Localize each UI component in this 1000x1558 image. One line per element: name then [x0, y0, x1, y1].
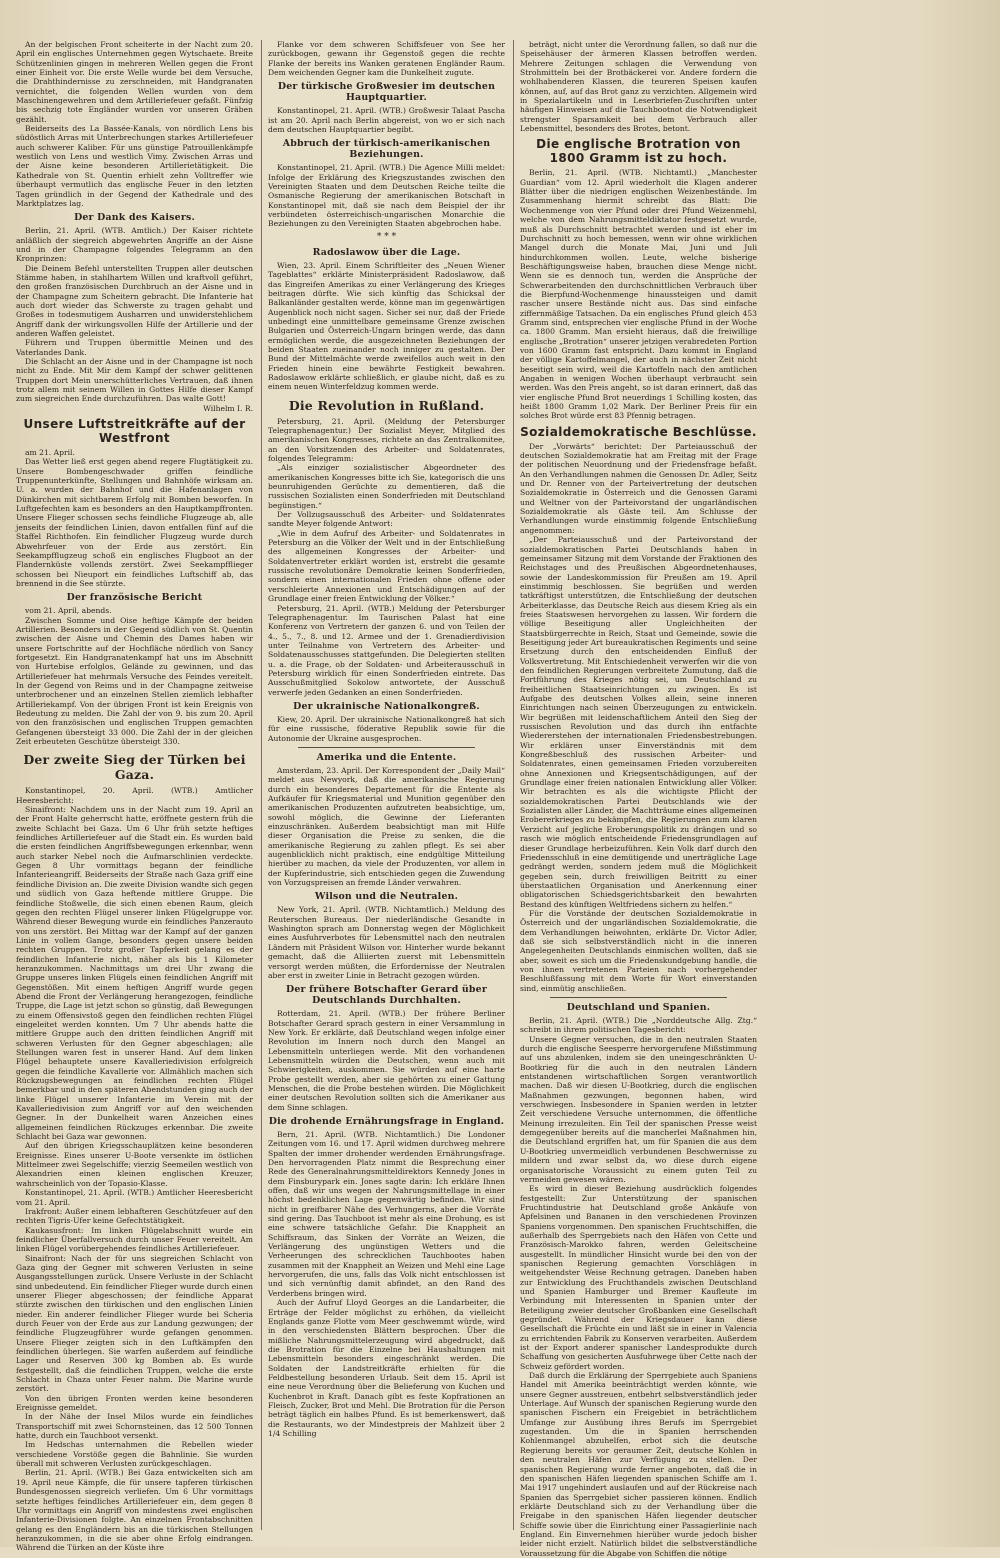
article-headline: Der türkische Großwesier im deutschen Hauptquartier.: [277, 81, 496, 104]
article-paragraph: Unsere Gegner versuchen, die in den neutralen Staaten durch die englische Seesperre hervorgerufene Mißstimmung auf uns abzulenken, indem sie den uneingeschränkten U-Bootkrieg für die auch in den neutralen Ländern entstandenen wirtschaftlichen Sorgen verantwortlich machen. Daß wir diesen U-Bootkrieg, durch die englischen Maßnahmen gezwungen, begonnen haben, wird verschwiegen. Insbesondere in Spanien werden in letzter Zeit verschiedene Versuche unternommen, die öffentliche Meinung irrezuleiten. Ein Teil der spanischen Presse weist demgegenüber bereits auf die mancherlei Maßnahmen hin, die Deutschland ergriffen hat, um für Spanien die aus dem U-Bootkrieg unvermeidlich verbundenen Beschwernisse zu mildern und zwar selbst da, wo diese durch eigene organisatorische Voraussicht zu einem guten Teil zu vermeiden gewesen wären.: [520, 1034, 757, 1184]
article-paragraph: Amsterdam, 23. April. Der Korrespondent der „Daily Mail“ meldet aus Newyork, daß die amerikanische Regierung durch ein besonderes Departement für die Entente als Aufkäufer für Kriegsmaterial und Munition gegenüber den amerikanischen Produzenten aufzutreten beabsichtige, um, sowohl möglich, die Gewinne der Lieferanten einzuschränken. Außerdem beabsichtigt man mit Hilfe dieser Organisation die Preise zu senken, die die amerikanische Regierung zu zahlen pflegt. Es sei aber augenblicklich nicht praktisch, eine endgültige Mitteilung hierüber zu machen, da viele der Produzenten, vor allem in der Kupferindustrie, sich entschieden gegen die Zuwendung von Vorzugspreisen an fremde Länder verwahren.: [268, 765, 505, 888]
article-paragraph: Beiderseits des La Bassée-Kanals, von nördlich Lens bis südöstlich Arras mit Unterbrechungen starkes Artilleriefeuer auch schwerer Kaliber. Für uns günstige Patrouillenkämpfe westlich von Lens und westlich Vimy. Zwischen Arras und der Aisne keine besonderen Artillerietätigkeit. Die Kathedrale von St. Quentin erhielt zehn Volltreffer wie überhaupt vermutlich das englische Feuer in den letzten Tagen gründlich in der Gegend der Kathedrale und des Marktplatzes lag.: [16, 124, 253, 208]
article-paragraph: Konstantinopel, 21. April. (WTB.) Großwesir Talaat Pascha ist am 20. April nach Berlin abgereist, von wo er sich nach dem deutschen Hauptquartier begibt.: [268, 106, 505, 135]
article-paragraph: Berlin, 21. April. (WTB.) Bei Gaza entwickelten sich am 19. April neue Kämpfe, die für unsere tapferen türkischen Bundesgenossen siegreich verliefen. Um 6 Uhr vormittags setzte heftiges feindliches Artilleriefeuer ein, dem gegen 8 Uhr vormittags ein Angriff von mindestens zwei englischen Infanterie-Divisionen folgte. An einzelnen Frontabschnitten gelang es den Engländern bis an die türkischen Stellungen heranzukommen, in die sie aber ohne Erfolg eindrangen. Während die Türken an der Küste ihre: [16, 1468, 253, 1553]
article-paragraph: Auf den übrigen Kriegsschauplätzen keine besonderen Ereignisse. Eines unserer U-Boote versenkte im östlichen Mittelmeer zwei Segelschiffe; vierzig Seemeilen westlich von Alexandrien einen kleinen englischen Kreuzer, wahrscheinlich von der Topasio-Klasse.: [16, 1141, 253, 1188]
article-headline: Der französische Bericht: [66, 592, 203, 604]
article-paragraph: Konstantinopel, 20. April. (WTB.) Amtlicher Heeresbericht:: [16, 786, 253, 805]
article-paragraph: An der belgischen Front scheiterte in der Nacht zum 20. April ein englisches Unternehmen gegen Wytschaete. Breite Schützenlinien gingen in mehreren Wellen gegen die Front einer Einheit vor. Die erste Welle wurde bei dem Versuche, die Drahthindernisse zu zerschneiden, mit Handgranaten vernichtet, die folgenden Wellen wurden von dem Maschinengewehren und dem Artilleriefeuer gefaßt. Fünfzig bis sechzig tote Engländer wurden vor unseren Gräben gezählt.: [16, 40, 253, 124]
article-paragraph: Sinaifront: Nachdem uns in der Nacht zum 19. April an der Front Halte geherrscht hatte, eröffnete gestern früh die zweite Schlacht bei Gaza. Um 6 Uhr früh setzte heftiges feindliches Artilleriefeuer auf die Stadt ein. Es wurden bald die ersten feindlichen Angriffsbewegungen erkennbar, wenn auch starker Nebel noch die Aufmarschlinien verdeckte. Gegen 8 Uhr vormittags begann der feindliche Infanterieangriff. Beiderseits der Straße nach Gaza griff eine feindliche Division an. Die zweite Division wandte sich gegen und südlich von Gaza heftende mittlere Gruppe. Die feindliche Stoßwelle, die sich einen ebenen Raum, gleich gegen den rechten Flügel unserer linken Flügelgruppe vor. Während dieser Bewegung wurde ein feindliches Panzerauto von uns zerstört. Bei Mittag war der Kampf auf der ganzen Linie in vollem Gange, besonders gegen unsere beiden rechten Gruppen. Trotz großer Tapferkeit gelang es der feindlichen Infanterie nicht, näher als bis 1 Kilometer heranzukommen. Nachmittags um drei Uhr zwang die Gruppe unseres linken Flügels einen feindlichen Angriff mit Gegenstößen. Mit einem heftigen Angriff wurde gegen Abend die Front der Verlängerung herangezogen, feindliche Truppe, die Lage ist jetzt schon so günstig, daß Bewegungen zu einem Offensivstoß gegen den feindlichen rechten Flügel eingeleitet werden konnten. Um 7 Uhr abends hatte die mittlere Gruppe auch den dritten feindlichen Angriff mit schweren Verlusten für den Gegner abgeschlagen; alle Stellungen waren fest in unserer Hand. Auf dem linken Flügel behauptete unsere Kavalleriedivision erfolgreich gegen die feindliche Kavallerie vor. Allmählich machen sich Rückzugsbewegungen an feindlichen rechten Flügel bemerkbar und in den späteren Abendstunden ging auch der linke Flügel unserer Infanterie im Verein mit der Kavalleriedivision zum Angriff vor auf den weichenden Gegner. In der Dunkelheit waren Anzeichen eines allgemeinen feindlichen Rückzuges erkennbar. Die zweite Schlacht bei Gaza war gewonnen.: [16, 805, 253, 1142]
article-headline: Die Revolution in Rußland.: [288, 397, 485, 413]
signature-line: Wilhelm I. R.: [203, 403, 253, 413]
article-paragraph: vom 21. April, abends.: [25, 606, 112, 616]
article-paragraph: Auch der Aufruf Lloyd Georges an die Landarbeiter, die Erträge der Felder möglichst zu erhöhen, da vielleicht Englands ganze Flotte vom Meer geschwemmt würde, wird in den verschiedensten Blättern besprochen. Über die mißliche Nahrungsmittelerzeugung wird abgedruckt, daß die Brotration für die Einzelne bei Haushaltungen mit Lebensmitteln besonders eingeschränkt werden. Die Soldaten der Landstreitkräfte erhielten für die Feldbestellung besonderen Urlaub. Seit dem 15. April ist eine neue Verordnung über die Belieferung von Kuchen und Kuchenbrot in Kraft. Danach gibt es feste Kopfrationen an Fleisch, Zucker, Brot und Mehl. Die Brotration für die Person beträgt täglich ein halbes Pfund. Es ist bemerkenswert, daß die Restaurants, wo der Mindestpreis der Mahlzeit über 2 1/4 Schilling: [268, 1298, 505, 1438]
article-paragraph: Die Deinem Befehl unterstellten Truppen aller deutschen Stämme haben, in stahlhartem Willen und kraftvoll geführt, den großen französischen Durchbruch an der Aisne und in der Champagne zum Scheitern gebracht. Die Infanterie hat auch dort wieder das Schwerste zu tragen gehabt und Großes in todesmutigem Ausharren und unwiderstehlichem Angriff dank der wirkungsvollen Hilfe der Artillerie und der anderen Waffen geleistet.: [16, 263, 253, 338]
article-paragraph: Im Hedschas unternahmen die Rebellen wieder verschiedene Vorstöße gegen die Bahnlinie. Sie wurden überall mit schweren Verlusten zurückgeschlagen.: [16, 1440, 253, 1469]
article-paragraph: Bern, 21. April. (WTB. Nichtamtlich.) Die Londoner Zeitungen vom 16. und 17. April widmen durchweg mehrere Spalten der immer drohender werdenden Ernährungsfrage. Den hervorragenden Platz nimmt die Besprechung einer Rede des Generalnahrungsmitteldirektors Kennedy Jones in dem Finsburypark ein. Jones sagte darin: Ich erkläre Ihnen offen, daß wir uns wegen der Nahrungsmittellage in einer höchst bedenklichen Lage gegenwärtig befinden. Wir sind nicht in greifbarer Nähe des Verhungerns, aber die Vorräte sind gering. Das Tauchboot ist mehr als eine Drohung, es ist eine schwere tatsächliche Gefahr. Die Knappheit an Schiffsraum, das Sinken der Vorräte an Weizen, die Verlängerung des ungünstigen Wetters und die Verheerungen des schrecklichen Tauchbootes haben zusammen mit der Knappheit an Weizen und Mehl eine Lage hervorgerufen, die uns, falls das Volk nicht entschlossen ist und sich vernünftig damit abfindet, an den Rand des Verderbens bringen wird.: [268, 1129, 505, 1298]
article-paragraph: In der Nähe der Insel Milos wurde ein feindliches Transportschiff mit zwei Schornsteinen, das 12 500 Tonnen hatte, durch ein Tauchboot versenkt.: [16, 1412, 253, 1441]
article-paragraph: Der „Vorwärts“ berichtet: Der Parteiausschuß der deutschen Sozialdemokratie hat am Freitag mit der Frage der politischen Neuordnung und der Friedensfrage befaßt. An den Verhandlungen nahmen die Genossen Dr. Adler, Seitz und Dr. Renner von der Parteivertretung der deutschen Sozialdemokratie in Österreich und die Genossen Garami und Weltner von der Parteivorstand der ungarländischen Sozialdemokratie als Gäste teil. Am Schlusse der Verhandlungen wurde einstimmig folgende Entschließung angenommen:: [520, 441, 757, 535]
article-paragraph: Petersburg, 21. April. (WTB.) Meldung der Petersburger Telegraphenagentur. Im Taurischen Palast hat eine Konferenz von Vertretern der ganzen 6. und von Teilen der 4., 5., 7., 8. und 12. Armee und der 1. Grenadierdivision unter Teilnahme von Vertretern des Arbeiter- und Soldatenausschusses stattgefunden. Die Delegierten stellten u. a. die Frage, ob der Soldaten- und Arbeiterausschuß in Petersburg wirklich für einen Sonderfrieden eintrete. Das Ausschußmitglied Sokolow antwortete, der Ausschuß verwerfe jeden Gedanken an einen Sonderfrieden.: [268, 603, 505, 697]
article-headline: Deutschland und Spanien.: [566, 1002, 711, 1013]
article-paragraph: Für die Vorstände der deutschen Sozialdemokratie in Österreich und der ungarländischen Sozialdemokratie, die dem Verhandlungen beiwohnten, erklärte Dr. Victor Adler, daß sie sich selbstverständlich nicht in die inneren Angelegenheiten Deutschlands einmischen wollten, daß sie aber, soweit es sich um die Friedenskundgebung handle, die von ihnen vertretenen Parteien nach vorhergehender Beschlußfassung mit dem Worte für Wort einverstanden sind, einmütig anschließen.: [520, 908, 757, 993]
article-paragraph: „Als einziger sozialistischer Abgeordneter des amerikanischen Kongresses bitte ich Sie, kategorisch die uns beunruhigenden Gerüchte zu dementieren, daß die russischen Sozialisten einen Sonderfrieden mit Deutschland begünstigen.“: [268, 463, 505, 510]
column-1: [16, 40, 253, 1553]
article-headline: Amerika und die Entente.: [316, 751, 457, 763]
divider-rule: [550, 997, 727, 998]
article-headline: Die englische Brotration von 1800 Gramm ist zu hoch.: [536, 137, 741, 166]
article-paragraph: Die Schlacht an der Aisne und in der Champagne ist noch nicht zu Ende. Mit Mir dem Kampf der schwer gelittenen Truppen dort Mein unerschütterliches Vertrauen, daß ihnen trotz allem mit seinem Willen in Gottes Hilfe dieser Kampf zum siegreichen Ende durchzuführen. Das walte Gott!: [16, 357, 253, 404]
article-paragraph: Konstantinopel, 21. April. (WTB.) Amtlicher Heeresbericht vom 21. April.: [16, 1188, 253, 1207]
article-headline: Der Dank des Kaisers.: [74, 212, 195, 224]
article-headline: Der zweite Sieg der Türken bei Gaza.: [23, 752, 246, 783]
article-paragraph: Zwischen Somme und Oise heftige Kämpfe der beiden Artillerien. Besonders in der Gegend südlich von St. Quentin zwischen der Aisne und Chemin des Dames haben wir unsere Fortschritte auf der Hochfläche nördlich von Sancy fortgesetzt. Ein Handgranatenkampf hat uns im Abschnitt von Hurtebise erfolglos, Gelände zu gewinnen, und das Artilleriefeuer hat mehrmals Versuche des Feindes vereitelt. In der Gegend von Reims und in der Champagne zeitweise unterbrochener und an einzelnen Stellen ziemlich lebhafter Artilleriekampf. Von der übrigen Front ist kein Ereignis von Bedeutung zu melden. Die Zahl der von 9. bis zum 20. April von den französischen und englischen Truppen gemachten Gefangenen übersteigt 33 000. Die Zahl der in der gleichen Zeit erbeuteten Geschütze übersteigt 330.: [16, 615, 253, 747]
article-paragraph: Führern und Truppen übermittle Meinen und des Vaterlandes Dank.: [16, 338, 253, 357]
article-headline: Unsere Luftstreitkräfte auf der Westfront: [23, 417, 246, 446]
article-paragraph: Daß durch die Erklärung der Sperrgebiete auch Spaniens Handel mit Amerika beeinträchtigt werden könnte, wie unsere Gegner ausstreuen, entbehrt selbstverständlich jeder Unterlage. Auf Wunsch der spanischen Regierung wurde den spanischen Fischern ein Freigebiet in beträchtlichem Umfange zur Ausübung ihres Berufs im Sperrgebiet zugestanden. Um die in Spanien herrschenden Kohlenmangel abzuhelfen, erbot sich die deutsche Regierung bereits vor geraumer Zeit, deutsche Kohlen in den neutralen Häfen zur Verfügung zu stellen. Der spanischen Regierung wurde ferner angeboten, daß die in den spanischen Häfen liegenden spanischen Schiffe am 1. Mai 1917 ungehindert auslaufen und auf der Rückreise nach Spanien das Sperrgebiet sicher passieren können. Endlich erklärte Deutschland sich zu der Verhandlung über die Freigabe in den spanischen Häfen liegender deutscher Schiffe sowie über die Einrichtung einer Passagierlinie nach England. Ein Einvernehmen hierüber wurde jedoch bisher leider nicht erzielt. Natürlich bildet die selbstverständliche Voraussetzung für die Abgabe von Schiffen die nötige: [520, 1371, 757, 1558]
article-headline: Sozialdemokratische Beschlüsse.: [520, 424, 757, 439]
article-paragraph: beträgt, nicht unter die Verordnung fallen, so daß nur die Speisehäuser der ärmeren Klassen betroffen werden. Mehrere Zeitungen schlagen die Verwendung von Strohmitteln bei der Brotbäckerei vor. Andere fordern die wohlhabenderen Klassen, die teureren Speisen kaufen können, auf, auf das Brot ganz zu verzichten. Allgemein wird in Spezialartikeln und in Leserbriefen-Zuschriften unter häufigen Hinweisen auf die Tauchbootnot die Notwendigkeit strengster Sparsamkeit bei dem Verbrauch aller Lebensmittel, besonders des Brotes, betont.: [520, 40, 757, 134]
article-headline: Der frühere Botschafter Gerard über Deutschlands Durchhalten.: [286, 984, 487, 1007]
article-paragraph: Sinaifront: Nach der für uns siegreichen Schlacht von Gaza ging der Gegner mit schweren Verlusten in seine Ausgangsstellungen zurück. Unsere Verluste in der Schlacht sind unbedeutend. Ein feindlicher Flieger wurde durch einen unserer Flieger abgeschossen; der feindliche Apparat stürzte zwischen den türkischen und den englischen Linien nieder. Ein anderer feindlicher Flieger wurde bei Scheria durch Feuer von der Erde aus zur Landung gezwungen; der feindliche Flugzeugführer wurde gefangen genommen. Unsere Flieger zeigten sich in den Luftkämpfen den feindlichen überlegen. Sie warfen außerdem auf feindliche Lager und Reserven 300 kg Bomben ab. Es wurde festgestellt, daß die feindlichen Truppen, welche die erste Schlacht in Chaza unter Feuer nahm. Die Marine wurde zerstört.: [16, 1253, 253, 1394]
article-paragraph: „Der Parteiausschuß und der Parteivorstand der sozialdemokratischen Partei Deutschlands haben in gemeinsamer Sitzung mit dem Vorstande der Fraktionen des Reichstages und des Preußischen Abgeordnetenhauses, sowie der Landeskommission für Preußen am 19. April einstimmig beschlossen. Sie begrüßen und werden tatkräftigst unterstützen, die Entschließung der deutschen Arbeiterklasse, das Deutsche Reich aus diesem Krieg als ein freies Staatswesen hervorgehen zu lassen. Wir fordern die völlige Beseitigung aller Ungleichheiten der Staatsbürgerrechte in Reich, Staat und Gemeinde, sowie die Beseitigung jeder Art bureaukratischen Regiments und seine Ersetzung durch den entscheidenden Einfluß der Volksvertretung. Mit Entschiedenheit verwerfen wir die von den feindlichen Regierungen verbreitete Zumutung, daß die Fortführung des Krieges nötig sei, um Deutschland zu freiheitlichen Staatseinrichtungen zu zwingen. Es ist Aufgabe des deutschen Volkes allein, seine inneren Einrichtungen nach seinen Überzeugungen zu entwickeln. Wir begrüßen mit leidenschaftlichem Anteil den Sieg der russischen Revolution und das durch ihn entfachte Wiedererstehen der internationalen Friedensbestrebungen. Wir erklären unser Einverständnis mit dem Kongreßbeschluß des russischen Arbeiter- und Soldatenrates, einen gemeinsamen Frieden vorzubereiten ohne Annexionen und Kriegsentschädigungen, auf der Grundlage einer freien nationalen Entwicklung aller Völker. Wir betrachten es als die wichtigste Pflicht der sozialdemokratischen Partei Deutschlands wie der Sozialisten aller Länder, die Machtträume eines allgemeinen Erobererkrieges zu bekämpfen, die Regierungen zum klaren Verzicht auf jegliche Eroberungspolitik zu drängen und so rasch wie möglich entscheidende Friedensgrundlagen auf dieser Grundlage herbeizuführen. Kein Volk darf durch den Friedensschluß in eine demütigende und unerträgliche Lage gedrängt werden, sondern jedem muß die Möglichkeit gegeben sein, durch freiwilligen Beitritt zu einer überstaatlichen Organisation und Anerkennung einer obligatorischen Schiedsgerichtsbarkeit den bewahrten Bestand des künftigen Weltfriedens sichern zu helfen.“: [520, 535, 757, 909]
text-columns: [12, 40, 988, 1558]
article-paragraph: Berlin, 21. April. (WTB. Amtlich.) Der Kaiser richtete anläßlich der siegreich abgewehrten Angriffe an der Aisne und in der Champagne folgendes Telegramm an den Kronprinzen:: [16, 226, 253, 264]
section-separator: * * *: [376, 231, 397, 242]
article-paragraph: Irakfront: Außer einem lebhafteren Geschützfeuer auf den rechten Tigris-Ufer keine Gefechtstätigkeit.: [16, 1206, 253, 1226]
article-paragraph: Berlin, 21. April. (WTB.) Die „Norddeutsche Allg. Ztg.“ schreibt in ihrem politischen Tagesbericht:: [520, 1016, 757, 1035]
article-headline: Radoslawow über die Lage.: [312, 246, 461, 258]
article-paragraph: Rotterdam, 21. April. (WTB.) Der frühere Berliner Botschafter Gerard sprach gestern in einer Versammlung in New York. Er erklärte, daß Deutschland wegen infolge einer Revolution im Innern noch durch den Mangel an Lebensmitteln unterliegen werde. Mit den vorhandenen Lebensmitteln würden die Deutschen, wenn auch mit Schwierigkeiten, auskommen. Sie würden auf eine harte Probe gestellt werden, aber sie gehörten zu einer Gattung Menschen, die die Probe bestehen würden. Die Möglichkeit einer deutschen Revolution sollten sich die Amerikaner aus dem Sinne schlagen.: [268, 1009, 505, 1112]
article-headline: Der ukrainische Nationalkongreß.: [293, 700, 480, 712]
article-paragraph: Von den übrigen Fronten werden keine besonderen Ereignisse gemeldet.: [16, 1393, 253, 1413]
article-paragraph: Wien, 23. April. Einem Schriftleiter des „Neuen Wiener Tageblattes“ erklärte Ministerpräsident Radoslawow, daß das Eingreifen Amerikas zu einer Verlängerung des Krieges beitragen dürfte. Wie sich künftig das Schicksal der Balkanländer gestalten werde, könne man im gegenwärtigen Augenblick noch nicht sagen. Sicher sei nur, daß der Friede unbedingt eine unmittelbare gemeinsame Grenze zwischen Bulgarien und Österreich-Ungarn bringen werde, das dann ermöglichen werde, die ausgezeichneten Beziehungen der beiden Staaten zueinander noch inniger zu gestalten. Der Bund der Mittelmächte werde zweifellos auch weit in den Frieden hinein eine bewährte Festigkeit bewahren. Radoslawow erklärte schließlich, er glaube nicht, daß es zu einem neuen Winterfeldzug kommen werde.: [268, 260, 505, 392]
article-paragraph: Konstantinopel, 21. April. (WTB.) Die Agence Milli meldet: Infolge der Erklärung des Kriegszustandes zwischen den Vereinigten Staaten und dem Deutschen Reiche teilte die Osmanische Regierung der amerikanischen Botschaft in Konstantinopel mit, daß sie nach dem Beispiel der ihr verbündeten österreichisch-ungarischen Monarchie die Beziehungen zu den Vereinigten Staaten abgebrochen habe.: [268, 163, 505, 229]
article-headline: Abbruch der türkisch-amerikanischen Beziehungen.: [282, 138, 491, 161]
article-paragraph: „Wie in dem Aufruf des Arbeiter- und Soldatenrates in Petersburg an die Völker der Welt und in der Entschließung des allgemeinen Kongresses der Arbeiter- und Soldatenvertreter erklärt worden ist, erstrebt die gesamte russische revolutionäre Demokratie keinen Sonderfrieden, sondern einen internationalen Frieden ohne offene oder verschleierte Annexionen und Entschädigungen auf der Grundlage einer freien Entwicklung der Völker.“: [268, 528, 505, 604]
article-paragraph: Kaukasusfront: Im linken Flügelabschnitt wurde ein feindlicher Überfallversuch durch unser Feuer vereitelt. Am linken Flügel vorübergehendes feindliches Artilleriefeuer.: [16, 1225, 253, 1254]
article-paragraph: New York, 21. April. (WTB. Nichtamtlich.) Meldung des Reuterschen Bureaus. Der niederländische Gesandte in Washington sprach am Donnerstag wegen der Möglichkeit eines Ausfuhrverbotes für Lebensmittel nach den neutralen Ländern mit Präsident Wilson vor. Hinterher wurde bekannt gemacht, daß die Alliierten zuerst mit Lebensmitteln versorgt werden müßten, die Erfordernisse der Neutralen aber erst in zweiter Linie in Betracht gezogen würden.: [268, 905, 505, 980]
column-3: [513, 40, 757, 1558]
article-paragraph: Kiew, 20. April. Der ukrainische Nationalkongreß hat sich für eine russische, föderative Republik sowie für die Autonomie der Ukraine ausgesprochen.: [268, 714, 505, 743]
article-headline: Die drohende Ernährungsfrage in England.: [268, 1115, 505, 1127]
article-paragraph: Das Wetter ließ erst gegen abend regere Flugtätigkeit zu. Unsere Bombengeschwader griffen feindliche Truppenunterkünfte, Stellungen und Bahnhöfe wirksam an. U. a. wurden der Bahnhof und die Hafenanlagen von Dünkirchen mit sichtbarem Erfolg mit Bomben beworfen. In Luftgefechten kam es besonders an den Hauptkampffronten. Unsere Flieger schossen sechs feindliche Flugzeuge ab, alle jenseits der feindlichen Linien, davon entfallen fünf auf die Staffel Richthofen. Ein feindlicher Flugzeug wurde durch Abwehrfeuer von der Erde aus zerstört. Ein Seekampfflugzeug schoß ein englisches Flugboot an der Flandernküste vollends zerstört. Zwei Seekampfflieger schossen bei Nieuport ein feindliches Luftschiff ab, das brennend in die See stürzte.: [16, 457, 253, 588]
article-paragraph: Berlin, 21. April. (WTB. Nichtamtl.) „Manchester Guardian“ vom 12. April wiederholt die Klagen anderer Blätter über die niedrigen englischen Weizenbestände. Im Zusammenhang hiermit schreibt das Blatt: Die Wochenmenge von vier Pfund oder drei Pfund Weizenmehl, welche von dem Nahrungsmitteldiktator festgesetzt wurde, muß als Durchschnitt betrachtet werden und ist eher im Durchschnitt zu hoch bemessen, wenn wir ohne wirklichen Mangel durch die Monate Mai, Juni und Juli hindurchkommen wollen. Leute, welche bisherige Beschäftigungsweise haben, brauchen diese Menge nicht. Wenn sie es dennoch tun, werden die Ansprüche der Schwerarbeitenden den durchschnittlichen Verbrauch über die Bierpfund-Wochenmenge hinaussteigen und damit rascher unsere Bestände nicht aus. Das sind einfache ziffernmäßige Tatsachen. Da ein englisches Pfund gleich 453 Gramm sind, entsprechen vier englische Pfund in der Woche ca. 1800 Gramm. Man ersieht hieraus, daß die freiwillige englische „Brotration“ unserer jetzigen verabredeten Portion von 1600 Gramm fast entspricht. Dazu kommt in England der völlige Kartoffelmangel, der auch in nächster Zeit nicht beseitigt sein wird, weil die Kartoffeln nach den amtlichen Angaben in wenigen Wochen überhaupt verbraucht sein werden. Was den Preis angeht, so ist daran erinnert, daß das vier englische Pfund Brot neuerdings 1 Schilling kosten, das heißt 1800 Gramm 1,02 Mark. Der Berliner Preis für ein solches Brot würde erst 83 Pfennig betragen.: [520, 168, 757, 421]
article-paragraph: Der Vollzugsausschuß des Arbeiter- und Soldatenrates sandte Meyer folgende Antwort:: [268, 510, 505, 529]
divider-rule: [298, 747, 475, 748]
article-paragraph: Petersburg, 21. April. (Meldung der Petersburger Telegraphenagentur.) Der Sozialist Meyer, Mitglied des amerikanischen Kongresses, richtete an das Zentralkomitee, an den Vorsitzenden des Arbeiter- und Soldatenrates, folgendes Telegramm:: [268, 416, 505, 463]
article-paragraph: Es wird in dieser Beziehung ausdrücklich folgendes festgestellt: Zur Unterstützung der spanischen Fruchtindustrie hat Deutschland große Ankäufe von Apfelsinen und Bananen in den verschiedenen Provinzen Spaniens vorgenommen. Den spanischen Fruchtschiffen, die außerhalb des Sperrgebiets nach den Häfen von Cette und Französisch-Marokko fahren, werden Geleitscheine ausgestellt. In mündlicher Hinsicht wurde bei den von der spanischen Regierung gemachten Vorschlägen in weitgehendster Weise Rechnung getragen. Daneben haben zur Entwicklung des Fruchthandels zwischen Deutschland und Spanien Hamburger und Bremer Kaufleute im Verbindung mit Interessenten in Spanien unter der Beteiligung zweier deutscher Großbanken eine Gesellschaft gegründet. Während der Kriegsdauer kann diese Gesellschaft die Früchte ein und läßt sie in einer in Valencia zu errichtenden Fabrik zu Konserven verarbeiten. Außerdem ist der Export anderer spanischer Landesprodukte durch Schaffung von gesicherten Ausfuhrwege über Cette nach der Schweiz gefördert worden.: [520, 1184, 757, 1371]
article-headline: Wilson und die Neutralen.: [314, 891, 459, 903]
article-paragraph: Flanke vor dem schweren Schiffsfeuer von See her zurückbogen, gewann ihr Gegenstoß gegen die rechte Flanke der bereits ins Wanken geratenen Engländer Raum. Dem weichenden Gegner kam die Dunkelheit zugute.: [268, 40, 505, 78]
article-paragraph: am 21. April.: [25, 448, 75, 458]
column-2: [261, 40, 505, 1530]
